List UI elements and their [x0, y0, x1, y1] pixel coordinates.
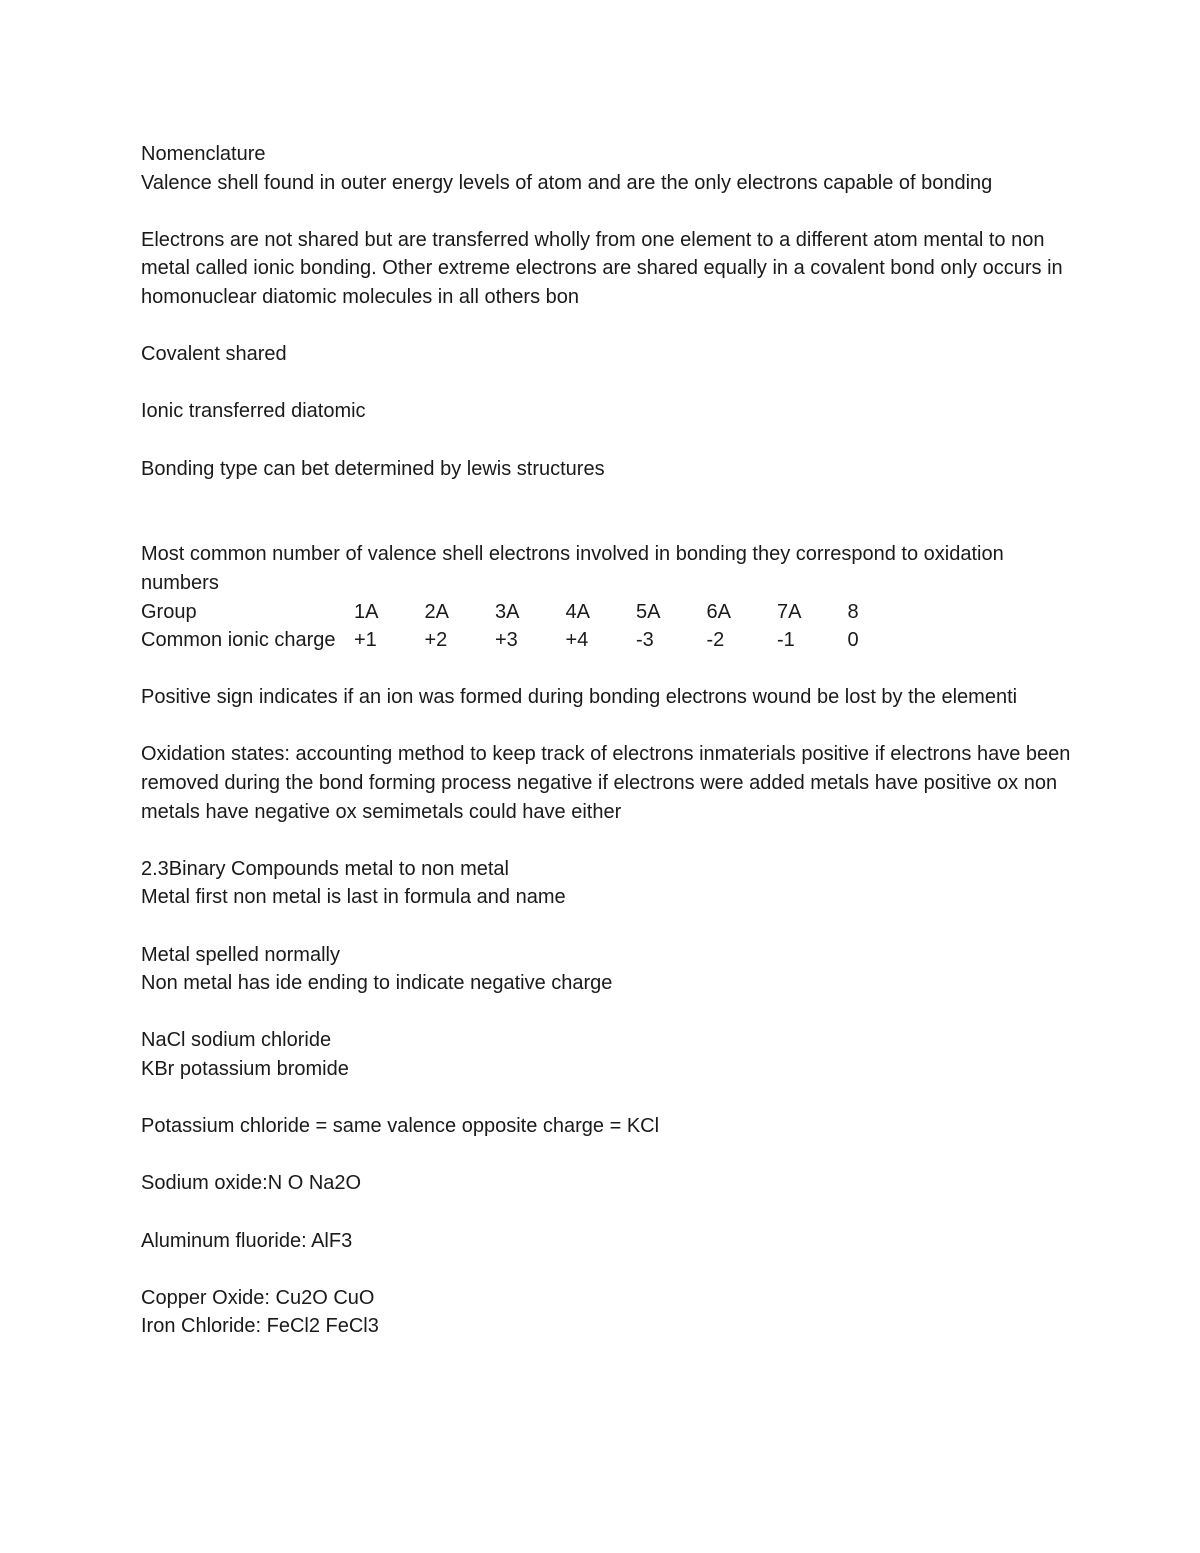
example-copper-oxide: Copper Oxide: Cu2O CuO: [141, 1286, 375, 1309]
line-metal-spelled: Metal spelled normally: [141, 943, 340, 966]
paragraph-positive-sign: Positive sign indicates if an ion was formed during bonding electrons wound be lost by the elementi: [141, 686, 1018, 709]
document-page: [141, 140, 1071, 1341]
charge-label: Common ionic charge: [141, 629, 336, 652]
group-cell: 8: [847, 600, 859, 623]
line-ionic-transferred: Ionic transferred diatomic: [141, 400, 366, 423]
charge-cell: +3: [495, 629, 518, 652]
group-cell: 6A: [706, 600, 731, 623]
group-cell: 7A: [777, 600, 802, 623]
group-cell: 3A: [495, 600, 520, 623]
line-binary-rule: Metal first non metal is last in formula and name: [141, 886, 566, 909]
table-row-charges: [141, 626, 918, 655]
example-iron-chloride: Iron Chloride: FeCl2 FeCl3: [141, 1315, 379, 1338]
ionic-charge-table: [141, 598, 918, 655]
line-nonmetal-ide: Non metal has ide ending to indicate negative charge: [141, 972, 613, 995]
charge-cell: 0: [847, 629, 859, 652]
group-cell: 2A: [424, 600, 449, 623]
charge-cell: +1: [354, 629, 377, 652]
example-kbr: KBr potassium bromide: [141, 1058, 349, 1080]
example-kcl: Potassium chloride = same valence opposite charge = KCl: [141, 1115, 660, 1138]
paragraph-common-valence: Most common number of valence shell electrons involved in bonding they correspond to oxidation numbers: [141, 543, 1004, 594]
doc-title: Nomenclature: [141, 143, 266, 165]
line-covalent-shared: Covalent shared: [141, 343, 287, 366]
charge-cell: -2: [706, 629, 725, 652]
section-heading-binary-compounds: 2.3Binary Compounds metal to non metal: [141, 857, 509, 880]
table-row-groups: [141, 598, 918, 627]
example-nacl: NaCl sodium chloride: [141, 1029, 332, 1052]
charge-cell: +4: [565, 629, 589, 652]
example-na2o: Sodium oxide:N O Na2O: [141, 1172, 362, 1195]
paragraph-oxidation-states: Oxidation states: accounting method to keep track of electrons inmaterials positive if electrons have been removed during the bond forming process negative if electrons were added metals have positive ox non metals have negative ox semimetals could have either: [141, 743, 1071, 823]
charge-cell: -1: [777, 629, 795, 652]
group-label: Group: [141, 600, 197, 623]
paragraph-valence-shell: Valence shell found in outer energy levels of atom and are the only electrons capable of bonding: [141, 171, 993, 194]
paragraph-ionic-bonding: Electrons are not shared but are transferred wholly from one element to a different atom mental to non metal called ionic bonding. Other extreme electrons are shared equally in a covalent bond only occurs in homonuclear diatomic molecules in all others bon: [141, 228, 1063, 308]
line-lewis-structures: Bonding type can bet determined by lewis structures: [141, 457, 605, 480]
example-alf3: Aluminum fluoride: AlF3: [141, 1229, 353, 1252]
charge-cell: -3: [636, 629, 654, 652]
group-cell: 5A: [636, 600, 661, 623]
charge-cell: +2: [424, 629, 448, 652]
group-cell: 4A: [565, 600, 590, 623]
group-cell: 1A: [354, 600, 379, 623]
